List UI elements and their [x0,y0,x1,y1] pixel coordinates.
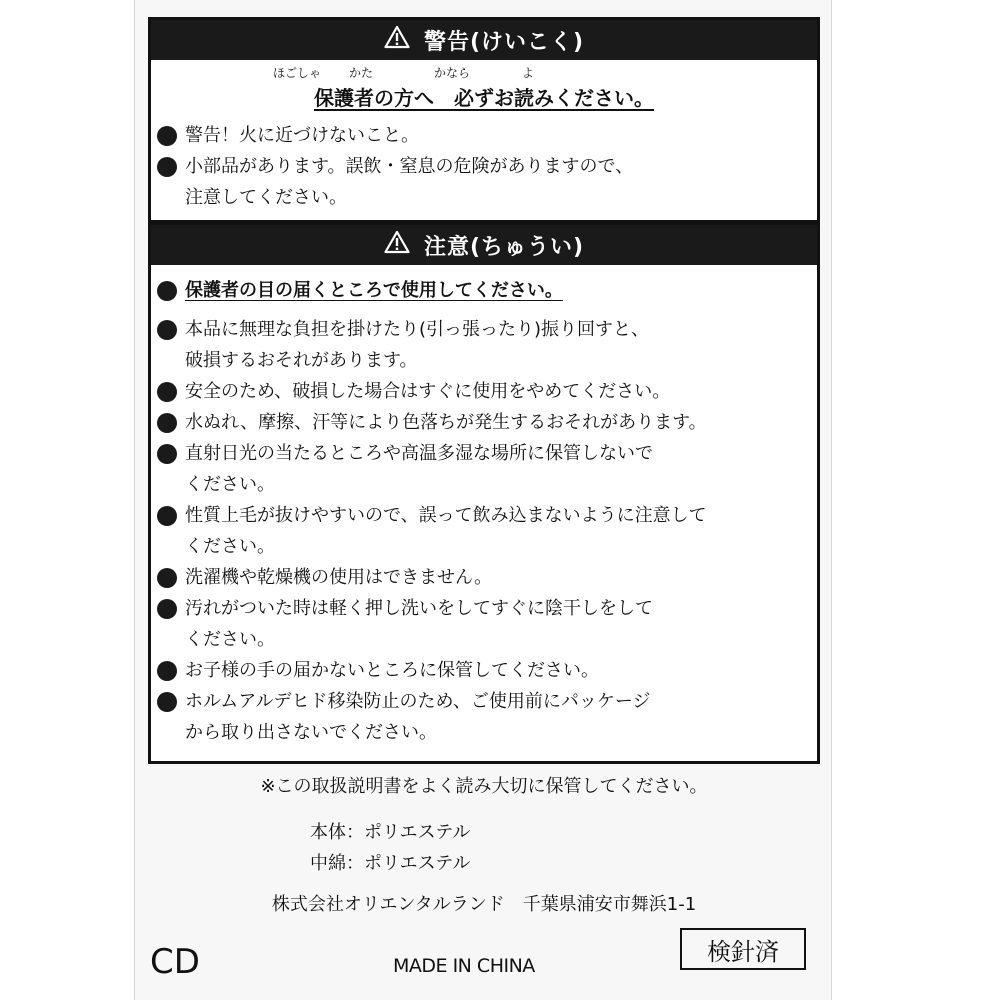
bullet-icon [157,692,177,712]
list-item: 直射日光の当たるところや高温多湿な場所に保管しないで ください。 [155,438,811,500]
warning-title: 警告(けいこく) [423,29,585,55]
warning-header [151,20,817,60]
bullet-icon [157,320,177,340]
caution-list [155,275,811,748]
storage-note: ※この取扱説明書をよく読み大切に保管してください。 [260,776,708,797]
bullet-icon [157,126,177,146]
country-of-origin: MADE IN CHINA [393,955,535,977]
warning-triangle-icon [384,25,410,55]
furigana [151,64,817,82]
caution-box [148,222,820,764]
material-filling: 中綿：ポリエステル [310,853,471,874]
list-item: 保護者の目の届くところで使用してください。 [155,275,811,306]
warning-list [155,120,811,213]
bullet-icon [157,157,177,177]
bullet-icon [157,281,177,301]
list-item: 安全のため、破損した場合はすぐに使用をやめてください。 [155,376,811,407]
list-item: ホルムアルデヒド移染防止のため、ご使用前にパッケージ から取り出さないでください。 [155,686,811,748]
product-code: CD [150,942,200,982]
bullet-icon [157,413,177,433]
bullet-icon [157,382,177,402]
bullet-icon [157,568,177,588]
furigana-hogosha: ほごしゃ [273,66,322,80]
furigana-kanara: かなら [434,66,471,80]
warning-box [148,17,820,223]
list-item: 警告！火に近づけないこと。 [155,120,811,151]
furigana-yo: よ [522,66,535,80]
list-item: 汚れがついた時は軽く押し洗いをしてすぐに陰干しをして ください。 [155,593,811,655]
material-body: 本体：ポリエステル [310,822,471,843]
bullet-icon [157,444,177,464]
list-item: 洗濯機や乾燥機の使用はできません。 [155,562,811,593]
company-address: 株式会社オリエンタルランド 千葉県浦安市舞浜1-1 [271,894,697,915]
bullet-icon [157,661,177,681]
bullet-icon [157,599,177,619]
list-item: お子様の手の届かないところに保管してください。 [155,655,811,686]
warning-triangle-icon [384,230,410,260]
inspection-stamp: 検針済 [680,928,806,970]
list-item: 性質上毛が抜けやすいので、誤って飲み込まないように注意して ください。 [155,500,811,562]
list-item: 小部品があります。誤飲・窒息の危険がありますので、 注意してください。 [155,151,811,213]
caution-title: 注意(ちゅうい) [423,234,585,260]
guardian-notice: 保護者の方へ 必ずお読みください。 [314,86,654,110]
bullet-icon [157,506,177,526]
list-item: 水ぬれ、摩擦、汗等により色落ちが発生するおそれがあります。 [155,407,811,438]
furigana-kata: かた [349,66,374,80]
caution-header [151,225,817,265]
list-item: 本品に無理な負担を掛けたり(引っ張ったり)振り回すと、 破損するおそれがあります。 [155,314,811,376]
